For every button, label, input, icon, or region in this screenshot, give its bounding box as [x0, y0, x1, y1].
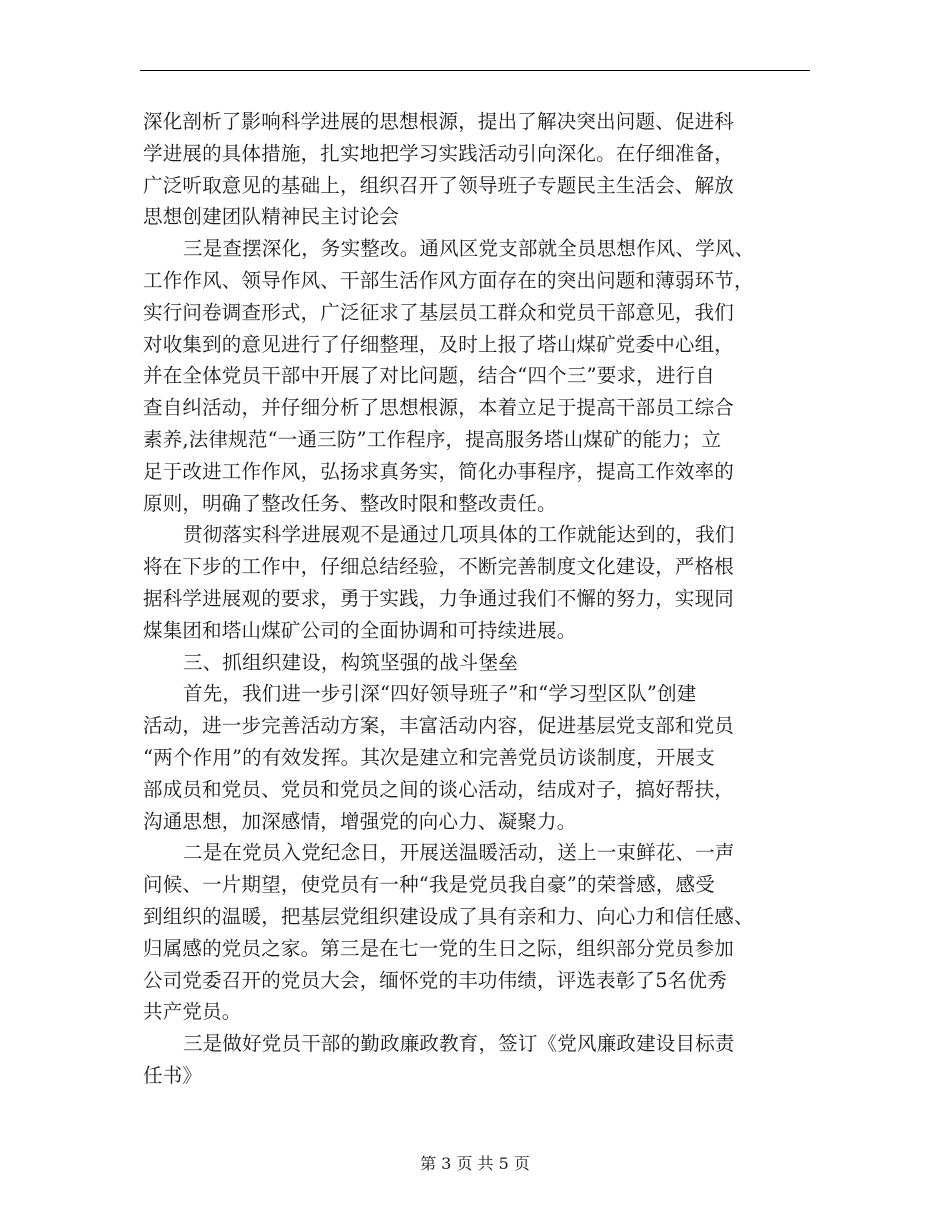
text-line: 思想创建团队精神民主讨论会 — [143, 205, 400, 229]
text-line: 足于改进工作作风，弘扬求真务实，简化办事程序，提高工作效率的 — [143, 459, 735, 483]
text-line: 查自纠活动，并仔细分析了思想根源，本着立足于提高干部员工综合 — [143, 396, 735, 420]
text-line: 深化剖析了影响科学进展的思想根源，提出了解决突出问题、促进科 — [143, 110, 735, 133]
text-line: 任书》 — [143, 1063, 203, 1087]
text-line: 三是做好党员干部的勤政廉政教育，签订《党风廉政建设目标责 — [183, 1032, 735, 1056]
text-line: 三、抓组织建设，构筑坚强的战斗堡垒 — [183, 650, 518, 674]
text-line: 贯彻落实科学进展观不是通过几项具体的工作就能达到的，我们 — [183, 523, 735, 547]
text-line: 广泛听取意见的基础上，组织召开了领导班子专题民主生活会、解放 — [143, 173, 735, 197]
text-line: 并在全体党员干部中开展了对比问题，结合“四个三”要求，进行自 — [143, 364, 715, 388]
text-line: 工作作风、领导作风、干部生活作风方面存在的突出问题和薄弱环节， — [143, 268, 754, 292]
text-line: 活动，进一步完善活动方案，丰富活动内容，促进基层党支部和党员 — [143, 714, 735, 738]
document-body — [143, 106, 808, 1092]
page-number-footer: 第 3 页 共 5 页 — [420, 1154, 530, 1173]
text-line: “两个作用”的有效发挥。其次是建立和完善党员访谈制度，开展支 — [143, 745, 715, 769]
text-line: 问候、一片期望，使党员有一种“我是党员我自豪”的荣誉感，感受 — [143, 873, 715, 897]
text-line: 归属感的党员之家。第三是在七一党的生日之际，组织部分党员参加 — [143, 936, 735, 960]
text-line: 二是在党员入党纪念日，开展送温暖活动，送上一束鲜花、一声 — [183, 841, 735, 865]
text-line: 学进展的具体措施，扎实地把学习实践活动引向深化。在仔细准备， — [143, 141, 735, 165]
text-line: 沟通思想，加深感情，增强党的向心力、凝聚力。 — [143, 809, 577, 833]
text-line: 将在下步的工作中，仔细总结经验，不断完善制度文化建设，严格根 — [143, 555, 735, 579]
text-line: 原则，明确了整改任务、整改时限和整改责任。 — [143, 491, 557, 515]
text-line: 首先，我们进一步引深“四好领导班子”和“学习型区队”创建 — [183, 682, 697, 706]
text-line: 公司党委召开的党员大会，缅怀党的丰功伟绩，评选表彰了5名优秀 — [143, 968, 727, 992]
text-line: 据科学进展观的要求，勇于实践，力争通过我们不懈的努力，实现同 — [143, 586, 735, 610]
text-line: 共产党员。 — [143, 1000, 242, 1024]
text-line: 煤集团和塔山煤矿公司的全面协调和可持续进展。 — [143, 618, 577, 642]
text-line: 素养,法律规范“一通三防”工作程序，提高服务塔山煤矿的能力；立 — [143, 427, 722, 451]
text-line: 部成员和党员、党员和党员之间的谈心活动，结成对子，搞好帮扶， — [143, 777, 735, 801]
text-line: 三是查摆深化，务实整改。通风区党支部就全员思想作风、学风、 — [183, 237, 755, 261]
header-rule — [140, 70, 810, 71]
text-line: 对收集到的意见进行了仔细整理，及时上报了塔山煤矿党委中心组， — [143, 332, 735, 356]
text-line: 实行问卷调查形式，广泛征求了基层员工群众和党员干部意见，我们 — [143, 300, 735, 324]
text-line: 到组织的温暖，把基层党组织建设成了具有亲和力、向心力和信任感、 — [143, 904, 754, 928]
